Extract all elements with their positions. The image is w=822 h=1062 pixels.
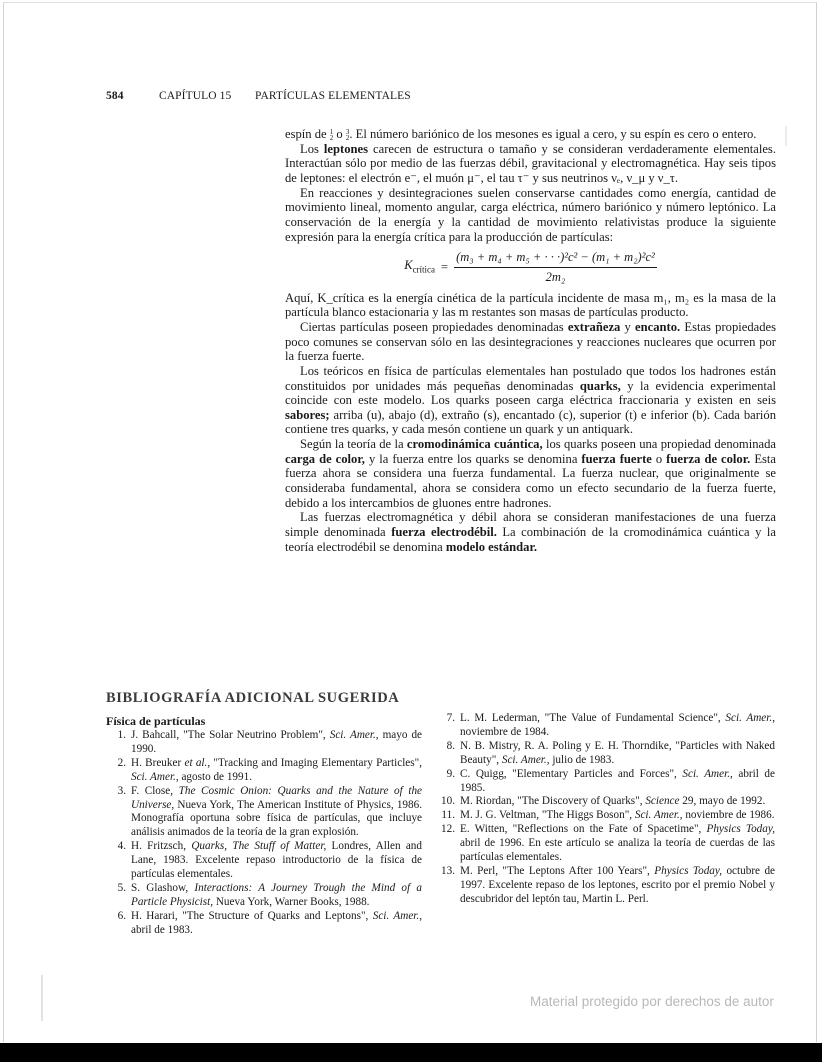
reference-item: 5. S. Glashow, Interactions: A Journey Trough the Mind of a Particle Physicist, Nueva York, Warner Books, 1988. xyxy=(117,881,422,908)
term-modelo-estandar: modelo estándar. xyxy=(445,539,538,554)
paragraph-quarks: Los teóricos en física de partículas elementales han postulado que todos los hadrones están constituidos por unidades más pequeñas denominadas quarks, y la evidencia experimental coincide con este modelo. Los quarks poseen carga eléctrica fraccionaria y existen en seis sabores; arriba (u), abajo (d), extraño (s), encantado (c), superior (t) e inferior (b). Cada barión contiene tres quarks, y cada mesón contiene un quark y un antiquark. xyxy=(285,363,776,437)
chapter-title: PARTÍCULAS ELEMENTALES xyxy=(255,90,411,102)
reference-item: 11. M. J. G. Veltman, "The Higgs Boson", Sci. Amer., noviembre de 1986. xyxy=(441,809,775,822)
page-edge-mark-right xyxy=(785,126,787,146)
term-cromodinamica: cromodinámica cuántica, xyxy=(406,437,543,452)
term-fuerza-electrodebil: fuerza electrodébil. xyxy=(391,525,497,540)
paragraph-equation-explanation: Aquí, K_crítica es la energía cinética de la partícula incidente de masa m₁, m₂ es la masa de la partícula blanco estacionaria y las m restantes son masas de partículas producto. xyxy=(285,290,776,320)
equation-lhs: $K_{crítica}$ xyxy=(404,257,436,275)
term-carga-de-color: carga de color, xyxy=(285,451,365,466)
term-fuerza-de-color: fuerza de color. xyxy=(666,451,751,466)
reference-item: 4. H. Fritzsch, Quarks, The Stuff of Matter, Londres, Allen and Lane, 1983. Excelente repaso introductorio de la física de partículas elementales. xyxy=(117,840,422,881)
bibliography-column-right xyxy=(437,712,775,907)
reference-item: 8. N. B. Mistry, R. A. Poling y E. H. Thorndike, "Particles with Naked Beauty", Sci. Amer., julio de 1983. xyxy=(446,739,775,766)
fraction-three-halves: 3 2 xyxy=(345,128,350,143)
equation-fraction xyxy=(454,250,657,284)
paragraph-conservation: En reacciones y desintegraciones suelen conservarse cantidades como energía, cantidad de movimiento lineal, momento angular, carga eléctrica, número bariónico y número leptónico. La conservación de la energía y la cantidad de movimiento relativistas produce la siguiente expresión para la energía crítica para la producción de partículas: xyxy=(285,185,776,244)
paragraph-spin: espín de 1 2 o 3 2 . El número bariónico de los mesones es igual a cero, y su espín es cero o entero. xyxy=(285,127,757,143)
reference-item: 12. E. Witten, "Reflections on the Fate of Spacetime", Physics Today, abril de 1996. En este artículo se analiza la teoría de cuerdas de las partículas elementales. xyxy=(441,823,775,864)
chapter-label: CAPÍTULO 15 xyxy=(159,90,232,102)
fraction-one-half: 1 2 xyxy=(329,128,334,143)
paragraph-strangeness: Ciertas partículas poseen propiedades denominadas extrañeza y encanto. Estas propiedades poco comunes se conservan sólo en las desintegraciones y reacciones nucleares que ocurren por la fuerza fuerte. xyxy=(285,319,777,364)
bibliography-subheading: Física de partículas xyxy=(106,714,206,728)
paragraph-leptons: Los leptones carecen de estructura o tamaño y se consideran verdaderamente elementales. Interactúan sólo por medio de las fuerzas débil, gravitacional y electromagnética. Hay seis tipos de leptones: el electrón e⁻, el muón μ⁻, el tau τ⁻ y sus neutrinos νₑ, ν_μ y ν_τ. xyxy=(285,141,776,185)
paragraph-qcd: Según la teoría de la cromodinámica cuántica, los quarks poseen una propiedad denominada carga de color, y la fuerza entre los quarks se denomina fuerza fuerte o fuerza de color. Esta fuerza ahora se considera una fuerza fundamental. La fuerza nuclear, que originalmente se consideraba fundamental, ahora se considera como un efecto secundario de la fuerza fuerte, debido a los intercambios de gluones entre hadrones. xyxy=(285,437,776,510)
reference-item: 2. H. Breuker et al., "Tracking and Imaging Elementary Particles", Sci. Amer., agosto de 1991. xyxy=(117,756,422,783)
term-leptones: leptones xyxy=(323,141,368,156)
reference-item: 9. C. Quigg, "Elementary Particles and Forces", Sci. Amer., abril de 1985. xyxy=(446,767,775,794)
reference-item: 3. F. Close, The Cosmic Onion: Quarks and the Nature of the Universe, Nueva York, The American Institute of Physics, 1986. Monografía oportuna sobre física de partículas, que incluye análisis animados de la teoría de la gran explosión. xyxy=(117,784,422,839)
equation-numerator: (m₃ + m₄ + m₅ + · · ·)²c² − (m₁ + m₂)²c² xyxy=(454,250,657,268)
reference-item: 13. M. Perl, "The Leptons After 100 Years", Physics Today, octubre de 1997. Excelente repaso de los leptones, escrito por el premio Nobel y descubridor del leptón tau, Martin L. Perl. xyxy=(441,864,776,905)
reference-item: 6. H. Harari, "The Structure of Quarks and Leptons", Sci. Amer., abril de 1983. xyxy=(117,909,422,936)
body-text-column xyxy=(285,127,776,554)
term-fuerza-fuerte: fuerza fuerte xyxy=(581,451,652,466)
bibliography-column-left xyxy=(106,729,422,938)
running-header xyxy=(106,90,411,102)
paragraph-electroweak: Las fuerzas electromagnética y débil ahora se consideran manifestaciones de una fuerza simple denominada fuerza electrodébil. La combinación de la cromodinámica cuántica y la teoría electrodébil se denomina modelo estándar. xyxy=(285,510,776,554)
copyright-watermark: Material protegido por derechos de autor xyxy=(530,994,774,1009)
term-encanto: encanto. xyxy=(635,319,681,334)
equation-critical-energy: $K_{crítica}$ = $\frac{\text{(m₃ + m₄ + m₅ + · · ·)²c² − (m₁ + m₂)²c²}}{\text{2m₂}}$ xyxy=(404,250,655,284)
viewer-bottom-bar xyxy=(0,1043,822,1062)
reference-item: 1. J. Bahcall, "The Solar Neutrino Problem", Sci. Amer., mayo de 1990. xyxy=(117,729,423,755)
bibliography-heading: BIBLIOGRAFÍA ADICIONAL SUGERIDA xyxy=(106,690,400,706)
page-number: 584 xyxy=(106,90,124,102)
page-edge-mark-left xyxy=(41,975,43,1021)
reference-item: 10. M. Riordan, "The Discovery of Quarks", Science 29, mayo de 1992. xyxy=(441,795,766,808)
term-sabores: sabores; xyxy=(285,407,330,422)
reference-item: 7. L. M. Lederman, "The Value of Fundamental Science", Sci. Amer., noviembre de 1984. xyxy=(446,712,775,738)
term-extraneza: extrañeza xyxy=(567,319,621,334)
equation-denominator: 2m₂ xyxy=(545,269,566,284)
term-quarks: quarks, xyxy=(579,378,621,393)
